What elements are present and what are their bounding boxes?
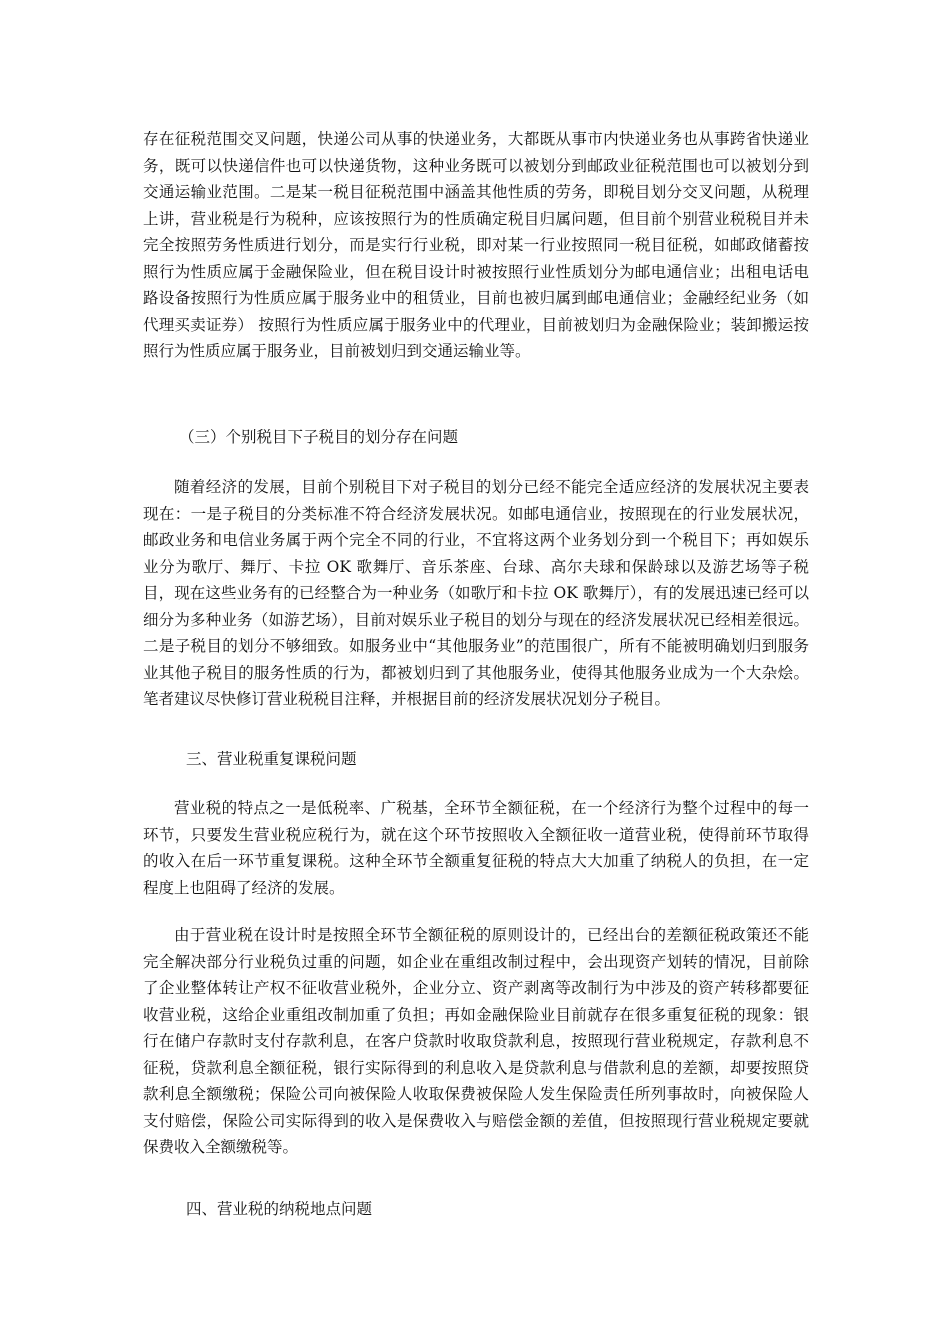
body-paragraph: 存在征税范围交叉问题，快递公司从事的快递业务，大都既从事市内快递业务也从事跨省快递业务，既可以快递信件也可以快递货物，这种业务既可以被划分到邮政业征税范围也可以被划分到交通运输业范围。二是某一税目征税范围中涵盖其他性质的劳务，即税目划分交叉问题，从税理上讲，营业税是行为税种，应该按照行为的性质确定税目归属问题，但目前个别营业税税目并未完全按照劳务性质进行划分，而是实行行业税，即对某一行业按照同一税目征税，如邮政储蓄按照行为性质应属于金融保险业，但在税目设计时被按照行业性质划分为邮电通信业；出租电话电路设备按照行为性质应属于服务业中的租赁业，目前也被归属到邮电通信业；金融经纪业务（如代理买卖证券） 按照行为性质应属于服务业中的代理业，目前被划归为金融保险业；装卸搬运按照行为性质应属于服务业，目前被划归到交通运输业等。	[143, 130, 809, 360]
body-paragraph: 由于营业税在设计时是按照全环节全额征税的原则设计的，已经出台的差额征税政策还不能完全解决部分行业税负过重的问题，如企业在重组改制过程中，会出现资产划转的情况，目前除了企业整体转让产权不征收营业税外，企业分立、资产剥离等改制行为中涉及的资产转移都要征收营业税，这给企业重组改制加重了负担；再如金融保险业目前就存在很多重复征税的现象：银行在储户存款时支付存款利息，在客户贷款时收取贷款利息，按照现行营业税规定，存款利息不征税，贷款利息全额征税，银行实际得到的利息收入是贷款利息与借款利息的差额，却要按照贷款利息全额缴税；保险公司向被保险人收取保费被保险人发生保险责任所列事故时，向被保险人支付赔偿，保险公司实际得到的收入是保费收入与赔偿金额的差值，但按照现行营业税规定要就保费收入全额缴税等。	[143, 926, 809, 1156]
body-paragraph: 营业税的特点之一是低税率、广税基，全环节全额征税，在一个经济行为整个过程中的每一环节，只要发生营业税应税行为，就在这个环节按照收入全额征收一道营业税，使得前环节取得的收入在后一环节重复课税。这种全环节全额重复征税的特点大大加重了纳税人的负担，在一定程度上也阻碍了经济的发展。	[143, 799, 809, 897]
section-heading-san: 三、营业税重复课税问题	[186, 750, 357, 768]
body-paragraph: 随着经济的发展，目前个别税目下对子税目的划分已经不能完全适应经济的发展状况主要表现在：一是子税目的分类标准不符合经济发展状况。如邮电通信业，按照现在的行业发展状况，邮政业务和电信业务属于两个完全不同的行业，不宜将这两个业务划分到一个税目下；再如娱乐业分为歌厅、舞厅、卡拉 OK 歌舞厅、音乐茶座、台球、高尔夫球和保龄球以及游艺场等子税目，现在这些业务有的已经整合为一种业务（如歌厅和卡拉 OK 歌舞厅），有的发展迅速已经可以细分为多种业务（如游艺场），目前对娱乐业子税目的划分与现在的经济发展状况已经相差很远。二是子税目的划分不够细致。如服务业中“其他服务业”的范围很广，所有不能被明确划归到服务业其他子税目的服务性质的行为，都被划归到了其他服务业，使得其他服务业成为一个大杂烩。笔者建议尽快修订营业税税目注释，并根据目前的经济发展状况划分子税目。	[143, 478, 809, 708]
section-heading-3: （三）个别税目下子税目的划分存在问题	[179, 428, 459, 446]
section-heading-si: 四、营业税的纳税地点问题	[186, 1200, 373, 1218]
